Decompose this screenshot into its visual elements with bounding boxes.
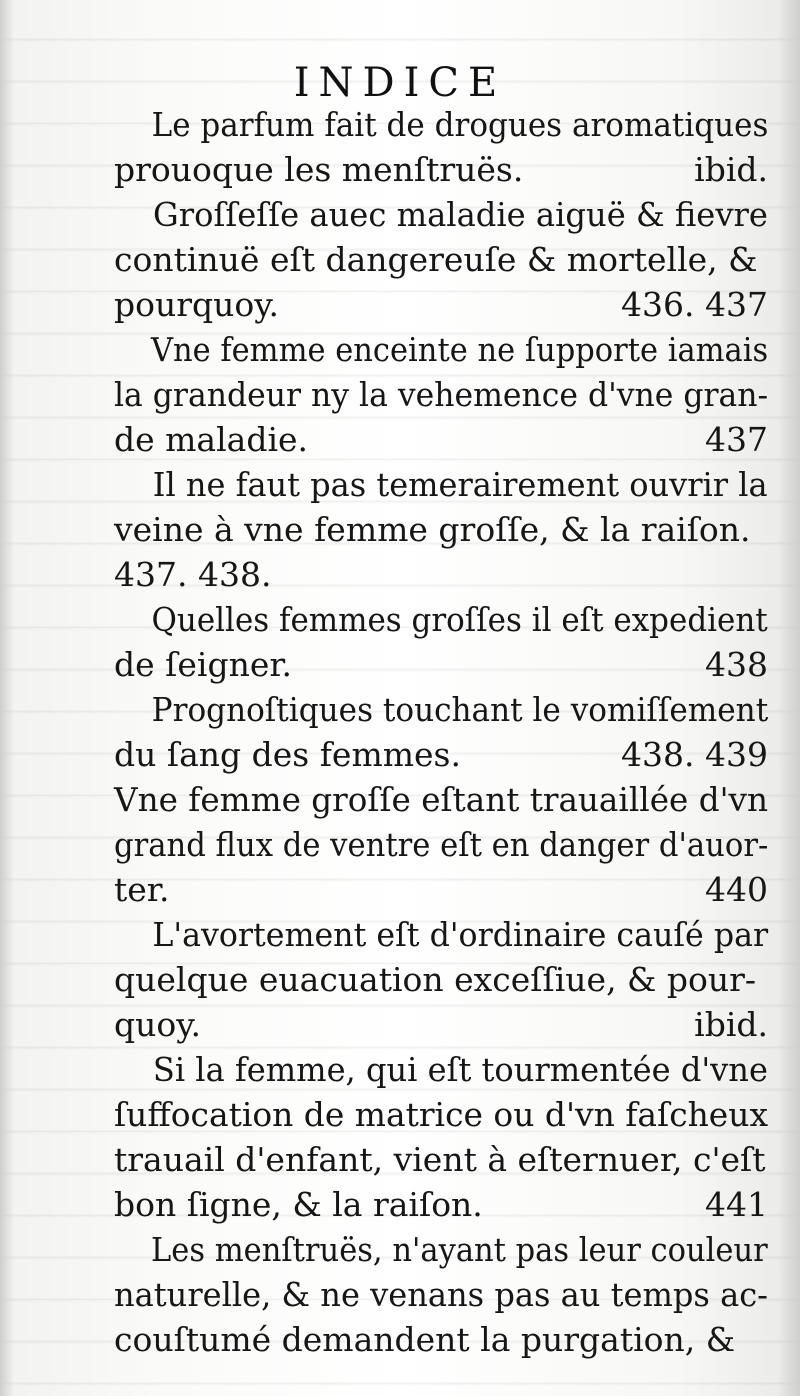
line-text: de ſeigner. [114,645,292,684]
line-text: Prognoſtiques touchant le vomiſſement [151,690,769,729]
line-text: continuë eſt dangereuſe & mortelle, & [114,240,758,279]
text-line [114,732,768,777]
line-text: veine à vne femme groſſe, & la raiſon. [114,510,751,549]
text-line [114,687,768,732]
running-header: INDICE [293,60,507,106]
page-reference: 440 [705,870,768,909]
text-line [114,552,768,597]
line-text: la grandeur ny la vehemence d'vne gran- [114,375,769,414]
text-line [114,462,768,507]
page-reference: 437 [705,420,768,459]
line-text: quelque euacuation exceſſiue, & pour- [114,960,757,999]
line-text: Si la femme, qui eſt tourmentée d'vne [152,1050,768,1089]
page-edge-right [778,0,800,1396]
page-reference: ibid. [694,1005,768,1044]
line-text: du ſang des femmes. [114,735,461,774]
index-entries [114,102,768,1362]
text-line [114,1137,768,1182]
text-line [114,1227,768,1272]
line-text: ſuffocation de matrice ou d'vn faſcheux [114,1095,769,1134]
line-text: prouoque les menſtruës. [114,150,524,189]
page-reference: 436. 437 [621,285,768,324]
line-text: Vne femme groſſe eſtant trauaillée d'vn [114,780,769,819]
text-line [114,237,768,282]
text-line [114,1002,768,1047]
line-text: grand flux de ventre eſt en danger d'auor- [114,825,769,864]
text-line [114,102,768,147]
text-line [114,1182,768,1227]
text-line [114,192,768,237]
line-text: Les menſtruës, n'ayant pas leur couleur [151,1230,768,1269]
page-reference: ibid. [694,150,768,189]
line-text: pourquoy. [114,285,280,324]
line-text: Quelles femmes groſſes il eſt expedient [151,600,768,639]
page-edge-left [0,0,14,1396]
line-text: L'avortement eſt d'ordinaire cauſé par [152,915,769,954]
line-text: ter. [114,870,170,909]
line-text: bon ſigne, & la raiſon. [114,1185,483,1224]
text-line [114,282,768,327]
text-line [114,912,768,957]
page-reference: 441 [705,1185,768,1224]
page-reference: 438. 439 [621,735,768,774]
line-text: 437. 438. [114,555,272,594]
line-text: Le parfum fait de drogues aromatiques [151,105,769,144]
line-text: couſtumé demandent la purgation, & [114,1320,736,1359]
text-line [114,372,768,417]
text-line [114,957,768,1002]
text-line [114,1092,768,1137]
text-line [114,822,768,867]
line-text: de maladie. [114,420,309,459]
text-line [114,507,768,552]
line-text: Groſſeſſe auec maladie aiguë & fievre [153,195,768,234]
text-line [114,1317,768,1362]
page-reference: 438 [705,645,768,684]
line-text: trauail d'enfant, vient à eſternuer, c'eſt [114,1140,766,1179]
line-text: quoy. [114,1005,201,1044]
text-line [114,417,768,462]
text-line [114,1047,768,1092]
text-line [114,642,768,687]
text-line [114,777,768,822]
text-line [114,147,768,192]
text-line [114,597,768,642]
text-line [114,867,768,912]
text-line [114,327,768,372]
line-text: Il ne faut pas temerairement ouvrir la [152,465,768,504]
text-line [114,1272,768,1317]
line-text: naturelle, & ne venans pas au temps ac- [114,1275,769,1314]
line-text: Vne femme enceinte ne ſupporte iamais [150,330,769,369]
